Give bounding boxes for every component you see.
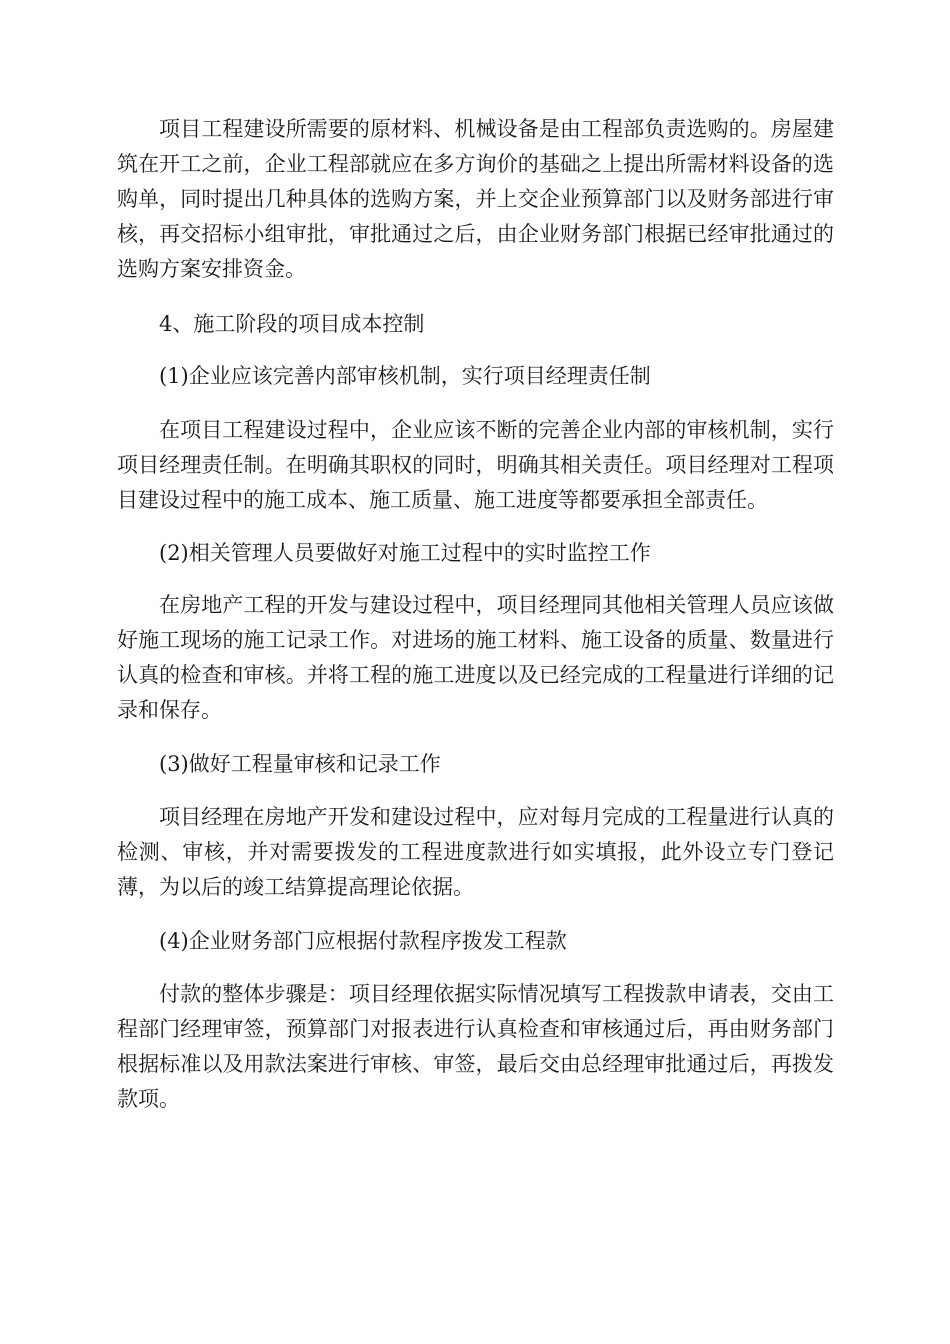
paragraph-payment-procedure: 付款的整体步骤是：项目经理依据实际情况填写工程拨款申请表，交由工程部门经理审签，预算部门对报表进行认真检查和审核通过后，再由财务部门根据标准以及用款法案进行审核、审签，最后交由总经理审批通过后，再拨发款项。 <box>117 982 834 1111</box>
subheading-realtime-monitoring: (2)相关管理人员要做好对施工过程中的实时监控工作 <box>159 541 651 565</box>
paragraph-realtime-monitoring: 在房地产工程的开发与建设过程中，项目经理同其他相关管理人员应该做好施工现场的施工记录工作。对进场的施工材料、施工设备的质量、数量进行认真的检查和审核。并将工程的施工进度以及已经完成的工程量进行详细的记录和保存。 <box>117 593 834 722</box>
paragraph-quantity-audit: 项目经理在房地产开发和建设过程中，应对每月完成的工程量进行认真的检测、审核，并对需要拨发的工程进度款进行如实填报，此外设立专门登记薄，为以后的竣工结算提高理论依据。 <box>117 805 834 899</box>
paragraph-internal-audit: 在项目工程建设过程中，企业应该不断的完善企业内部的审核机制，实行项目经理责任制。在明确其职权的同时，明确其相关责任。项目经理对工程项目建设过程中的施工成本、施工质量、施工进度等都要承担全部责任。 <box>117 418 834 512</box>
paragraph-material-procurement: 项目工程建设所需要的原材料、机械设备是由工程部负责选购的。房屋建筑在开工之前，企业工程部就应在多方询价的基础之上提出所需材料设备的选购单，同时提出几种具体的选购方案，并上交企业预算部门以及财务部进行审核，再交招标小组审批，审批通过之后，由企业财务部门根据已经审批通过的选购方案安排资金。 <box>117 117 834 281</box>
subheading-payment-procedure: (4)企业财务部门应根据付款程序拨发工程款 <box>159 929 567 953</box>
section-heading-construction-cost-control: 4、施工阶段的项目成本控制 <box>159 312 425 336</box>
subheading-internal-audit: (1)企业应该完善内部审核机制，实行项目经理责任制 <box>159 364 651 388</box>
subheading-quantity-audit: (3)做好工程量审核和记录工作 <box>159 752 441 776</box>
document-body <box>117 112 834 1117</box>
